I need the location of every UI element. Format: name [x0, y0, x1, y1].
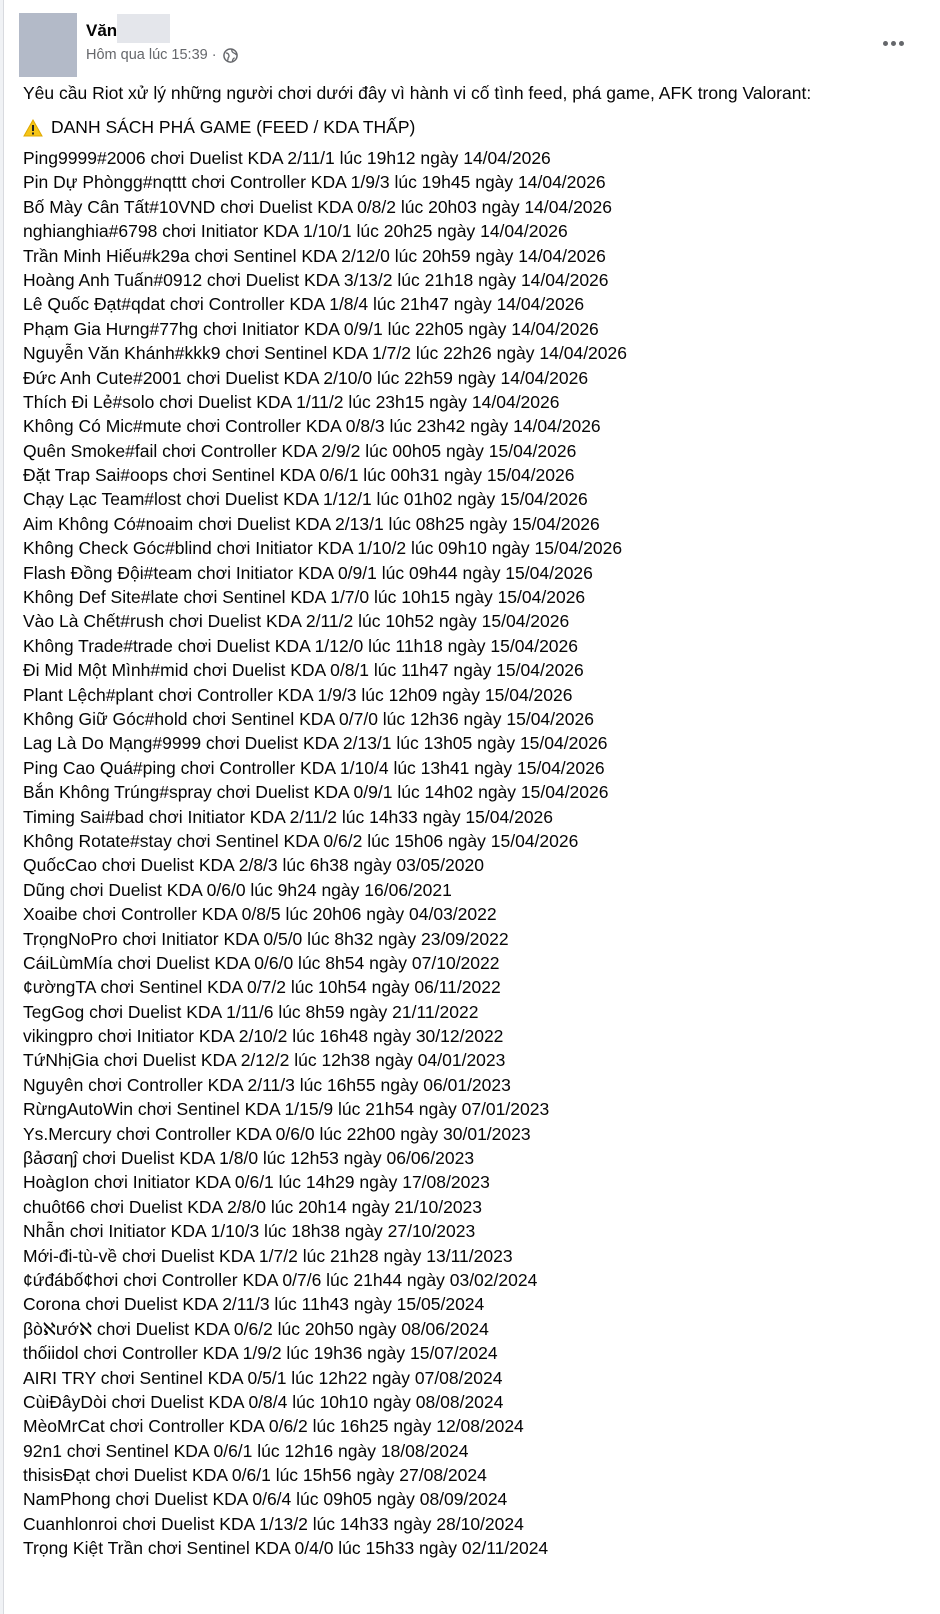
list-item: thisisĐạt chơi Duelist KDA 0/6/1 lúc 15h56 ngày 27/08/2024: [23, 1465, 487, 1486]
list-item: Ys.Mercury chơi Controller KDA 0/6/0 lúc 22h00 ngày 30/01/2023: [23, 1123, 531, 1144]
list-item: Bố Mày Cân Tất#10VND chơi Duelist KDA 0/8/2 lúc 20h03 ngày 14/04/2026: [23, 196, 613, 217]
list-item: Nhẫn chơi Initiator KDA 1/10/3 lúc 18h38 ngày 27/10/2023: [23, 1221, 476, 1242]
list-item: chuôt66 chơi Duelist KDA 2/8/0 lúc 20h14 ngày 21/10/2023: [23, 1196, 483, 1217]
list-item: Ping9999#2006 chơi Duelist KDA 2/11/1 lúc 19h12 ngày 14/04/2026: [23, 148, 551, 168]
list-item: Vào Là Chết#rush chơi Duelist KDA 2/11/2 lúc 10h52 ngày 15/04/2026: [23, 611, 570, 632]
more-options-button[interactable]: [878, 28, 908, 58]
list-item: Đặt Trap Sai#oops chơi Sentinel KDA 0/6/1 lúc 00h31 ngày 15/04/2026: [23, 465, 575, 486]
list-item: βảσαηĵ chơi Duelist KDA 1/8/0 lúc 12h53 ngày 06/06/2023: [23, 1148, 475, 1169]
list-item: Không Def Site#late chơi Sentinel KDA 1/7/0 lúc 10h15 ngày 15/04/2026: [23, 587, 586, 608]
list-item: TrọngNoPro chơi Initiator KDA 0/5/0 lúc 8h32 ngày 23/09/2022: [23, 928, 509, 949]
list-item: Đi Mid Một Mình#mid chơi Duelist KDA 0/8/1 lúc 11h47 ngày 15/04/2026: [23, 660, 584, 681]
list-item: Flash Đồng Đội#team chơi Initiator KDA 0/9/1 lúc 09h44 ngày 15/04/2026: [23, 562, 593, 583]
list-item: AIRI TRY chơi Sentinel KDA 0/5/1 lúc 12h22 ngày 07/08/2024: [23, 1367, 503, 1388]
list-item: MèoMrCat chơi Controller KDA 0/6/2 lúc 16h25 ngày 12/08/2024: [23, 1416, 524, 1437]
list-item: Hoàng Anh Tuấn#0912 chơi Duelist KDA 3/13/2 lúc 21h18 ngày 14/04/2026: [23, 269, 609, 290]
list-item: HoàgIon chơi Initiator KDA 0/6/1 lúc 14h29 ngày 17/08/2023: [23, 1172, 490, 1193]
list-item: Dũng chơi Duelist KDA 0/6/0 lúc 9h24 ngày 16/06/2021: [23, 879, 452, 900]
list-item: ¢ứđábố¢hơi chơi Controller KDA 0/7/6 lúc 21h44 ngày 03/02/2024: [23, 1269, 538, 1290]
player-list: [23, 146, 930, 1561]
list-item: Aim Không Có#noaim chơi Duelist KDA 2/13/1 lúc 08h25 ngày 15/04/2026: [23, 513, 600, 534]
post-meta: [86, 46, 238, 64]
list-item: Nguyên chơi Controller KDA 2/11/3 lúc 16h55 ngày 06/01/2023: [23, 1074, 511, 1095]
list-item: βòℵướℵ chơi Duelist KDA 0/6/2 lúc 20h50 ngày 08/06/2024: [23, 1318, 489, 1339]
list-item: ¢ườngTA chơi Sentinel KDA 0/7/2 lúc 10h54 ngày 06/11/2022: [23, 977, 501, 998]
post-card: [3, 0, 940, 1614]
post-timestamp[interactable]: Hôm qua lúc 15:39: [86, 47, 208, 63]
list-item: QuốcCao chơi Duelist KDA 2/8/3 lúc 6h38 ngày 03/05/2020: [23, 855, 484, 876]
list-item: vikingpro chơi Initiator KDA 2/10/2 lúc 16h48 ngày 30/12/2022: [23, 1026, 504, 1047]
list-item: TứNhịGia chơi Duelist KDA 2/12/2 lúc 12h38 ngày 04/01/2023: [23, 1050, 506, 1071]
list-item: Không Rotate#stay chơi Sentinel KDA 0/6/2 lúc 15h06 ngày 15/04/2026: [23, 830, 579, 851]
list-item: Ping Cao Quá#ping chơi Controller KDA 1/10/4 lúc 13h41 ngày 15/04/2026: [23, 757, 605, 778]
list-item: Trần Minh Hiếu#k29a chơi Sentinel KDA 2/12/0 lúc 20h59 ngày 14/04/2026: [23, 245, 606, 266]
list-item: CùiĐâyDòi chơi Duelist KDA 0/8/4 lúc 10h10 ngày 08/08/2024: [23, 1391, 504, 1412]
list-item: thốiidol chơi Controller KDA 1/9/2 lúc 19h36 ngày 15/07/2024: [23, 1343, 498, 1364]
author-name[interactable]: Văn: [86, 21, 118, 40]
warning-icon: [23, 118, 43, 136]
list-item: Phạm Gia Hưng#77hg chơi Initiator KDA 0/9/1 lúc 22h05 ngày 14/04/2026: [23, 318, 599, 339]
list-item: RừngAutoWin chơi Sentinel KDA 1/15/9 lúc 21h54 ngày 07/01/2023: [23, 1099, 550, 1120]
list-item: Không Trade#trade chơi Duelist KDA 1/12/0 lúc 11h18 ngày 15/04/2026: [23, 635, 579, 656]
list-item: Bắn Không Trúng#spray chơi Duelist KDA 0/9/1 lúc 14h02 ngày 15/04/2026: [23, 782, 609, 803]
name-redaction: [117, 14, 170, 43]
list-item: CáiLùmMía chơi Duelist KDA 0/6/0 lúc 8h54 ngày 07/10/2022: [23, 952, 500, 973]
list-item: Lê Quốc Đạt#qdat chơi Controller KDA 1/8/4 lúc 21h47 ngày 14/04/2026: [23, 294, 585, 315]
list-item: 92n1 chơi Sentinel KDA 0/6/1 lúc 12h16 ngày 18/08/2024: [23, 1440, 469, 1461]
list-item: Không Check Góc#blind chơi Initiator KDA 1/10/2 lúc 09h10 ngày 15/04/2026: [23, 538, 623, 559]
globe-icon[interactable]: [223, 48, 238, 63]
list-item: Nguyễn Văn Khánh#kkk9 chơi Sentinel KDA 1/7/2 lúc 22h26 ngày 14/04/2026: [23, 343, 627, 364]
more-options-icon: [883, 41, 904, 46]
list-item: Đức Anh Cute#2001 chơi Duelist KDA 2/10/0 lúc 22h59 ngày 14/04/2026: [23, 367, 589, 388]
list-item: Thích Đi Lẻ#solo chơi Duelist KDA 1/11/2 lúc 23h15 ngày 14/04/2026: [23, 391, 560, 412]
list-item: Không Có Mic#mute chơi Controller KDA 0/8/3 lúc 23h42 ngày 14/04/2026: [23, 416, 601, 437]
list-item: Mới-đi-tù-về chơi Duelist KDA 1/7/2 lúc 21h28 ngày 13/11/2023: [23, 1245, 513, 1266]
list-heading: [23, 114, 930, 140]
list-item: Cuanhlonroi chơi Duelist KDA 1/13/2 lúc 14h33 ngày 28/10/2024: [23, 1513, 524, 1534]
post-intro: Yêu cầu Riot xử lý những người chơi dưới đây vì hành vi cố tình feed, phá game, AFK trong Valorant:: [23, 83, 812, 103]
list-item: Lag Là Do Mạng#9999 chơi Duelist KDA 2/13/1 lúc 13h05 ngày 15/04/2026: [23, 733, 608, 754]
list-item: Xoaibe chơi Controller KDA 0/8/5 lúc 20h06 ngày 04/03/2022: [23, 904, 497, 925]
list-item: Plant Lệch#plant chơi Controller KDA 1/9/3 lúc 12h09 ngày 15/04/2026: [23, 684, 573, 705]
meta-separator: ·: [211, 47, 217, 63]
list-item: NamPhong chơi Duelist KDA 0/6/4 lúc 09h05 ngày 08/09/2024: [23, 1489, 508, 1510]
list-item: Trọng Kiệt Trần chơi Sentinel KDA 0/4/0 lúc 15h33 ngày 02/11/2024: [23, 1538, 549, 1559]
list-item: Quên Smoke#fail chơi Controller KDA 2/9/2 lúc 00h05 ngày 15/04/2026: [23, 440, 577, 461]
list-item: Pin Dự Phòngg#nqttt chơi Controller KDA 1/9/3 lúc 19h45 ngày 14/04/2026: [23, 172, 606, 193]
list-heading-text: DANH SÁCH PHÁ GAME (FEED / KDA THẤP): [51, 117, 416, 137]
list-item: nghianghia#6798 chơi Initiator KDA 1/10/1 lúc 20h25 ngày 14/04/2026: [23, 221, 568, 242]
list-item: Chạy Lạc Team#lost chơi Duelist KDA 1/12/1 lúc 01h02 ngày 15/04/2026: [23, 489, 588, 510]
avatar[interactable]: [19, 13, 77, 77]
list-item: Corona chơi Duelist KDA 2/11/3 lúc 11h43 ngày 15/05/2024: [23, 1294, 485, 1315]
post-body: [23, 80, 930, 1561]
list-item: Timing Sai#bad chơi Initiator KDA 2/11/2 lúc 14h33 ngày 15/04/2026: [23, 806, 554, 827]
list-item: Không Giữ Góc#hold chơi Sentinel KDA 0/7/0 lúc 12h36 ngày 15/04/2026: [23, 708, 594, 729]
list-item: TegGog chơi Duelist KDA 1/11/6 lúc 8h59 ngày 21/11/2022: [23, 1001, 479, 1022]
